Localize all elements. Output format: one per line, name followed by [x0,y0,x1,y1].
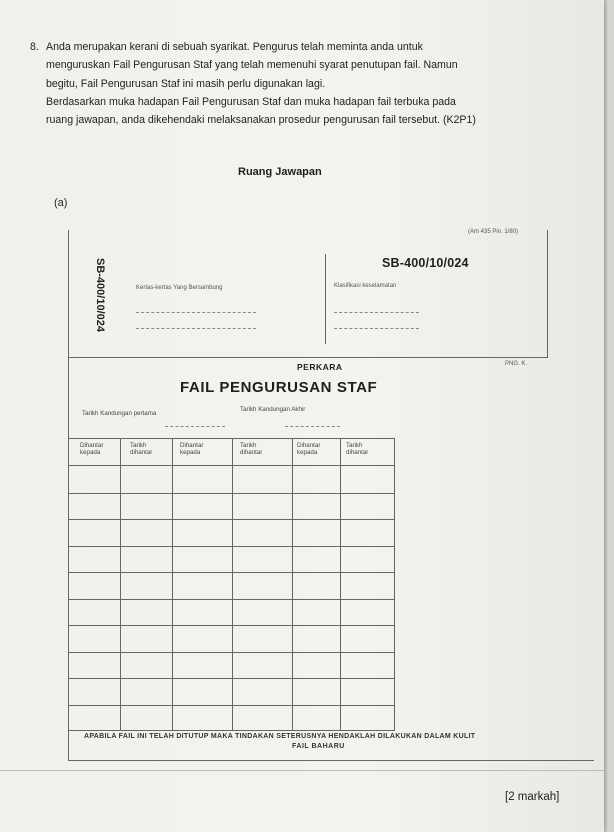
footer-instruction: APABILA FAIL INI TELAH DITUTUP MAKA TINDAKAN SETERUSNYA HENDAKLAH DILAKUKAN DALAM KULIT [84,733,476,740]
col-header: Dihantar kepada [297,442,321,456]
file-title: FAIL PENGURUSAN STAF [180,379,378,396]
question-number: 8. [30,41,39,53]
question-line: Berdasarkan muka hadapan Fail Pengurusan Staf dan muka hadapan fail terbuka pada [46,95,456,108]
table-right-line [394,438,395,730]
table-col-line [172,438,173,730]
col-header: Tarikh dihantar [130,442,153,456]
date-first-line [165,426,225,427]
col-header: Tarikh dihantar [346,442,369,456]
date-last-line [285,426,340,427]
table-col-line [232,438,233,730]
col-header: Tarikh dihantar [240,442,263,456]
perkara-label: PERKARA [297,362,343,372]
page-fold-line [0,770,604,771]
col-header: Dihantar kepada [180,442,204,456]
table-bottom-line [68,730,395,731]
header-divider [325,254,326,344]
question-line: menguruskan Fail Pengurusan Staf yang telah memenuhi syarat penutupan fail. Namun [46,59,458,72]
file-number: SB-400/10/024 [382,256,469,270]
reference-note: (Am 435 Pin. 1/80) [468,229,519,235]
marks-label: [2 markah] [505,791,560,803]
related-files-label: Kertas-kertas Yang Bersambung [136,285,223,291]
question-line: Anda merupakan kerani di sebuah syarikat. Pengurus telah meminta anda untuk [46,41,423,53]
col-header: Dihantar kepada [80,442,104,456]
footer-instruction-cont: FAIL BAHARU [292,743,345,750]
png-note: PNG. K. [505,361,528,367]
question-line: ruang jawapan, anda dikehendaki melaksanakan prosedur pengurusan fail tersebut. (K2P1) [46,114,476,127]
table-col-line [340,438,341,730]
question-line: begitu, Fail Pengurusan Staf ini masih perlu digunakan lagi. [46,77,326,90]
part-a-label: (a) [54,197,68,209]
form-right-border [547,230,548,357]
perkara-divider [68,357,548,358]
form-left-border [68,230,69,760]
related-line [136,312,256,313]
table-col-line [292,438,293,730]
question-8 [30,38,560,129]
spine-file-number: SB-400/10/024 [94,258,106,332]
answer-space-label: Ruang Jawapan [238,166,322,178]
related-line [136,328,256,329]
classification-line [334,312,419,313]
date-first-label: Tarikh Kandungan pertama [82,410,157,417]
classification-note: Klasifikasi keselamatan [334,283,397,289]
date-last-label: Tarikh Kandungan Akhir [240,406,306,413]
classification-line [334,328,419,329]
table-col-line [120,438,121,730]
form-bottom-line [68,760,594,761]
